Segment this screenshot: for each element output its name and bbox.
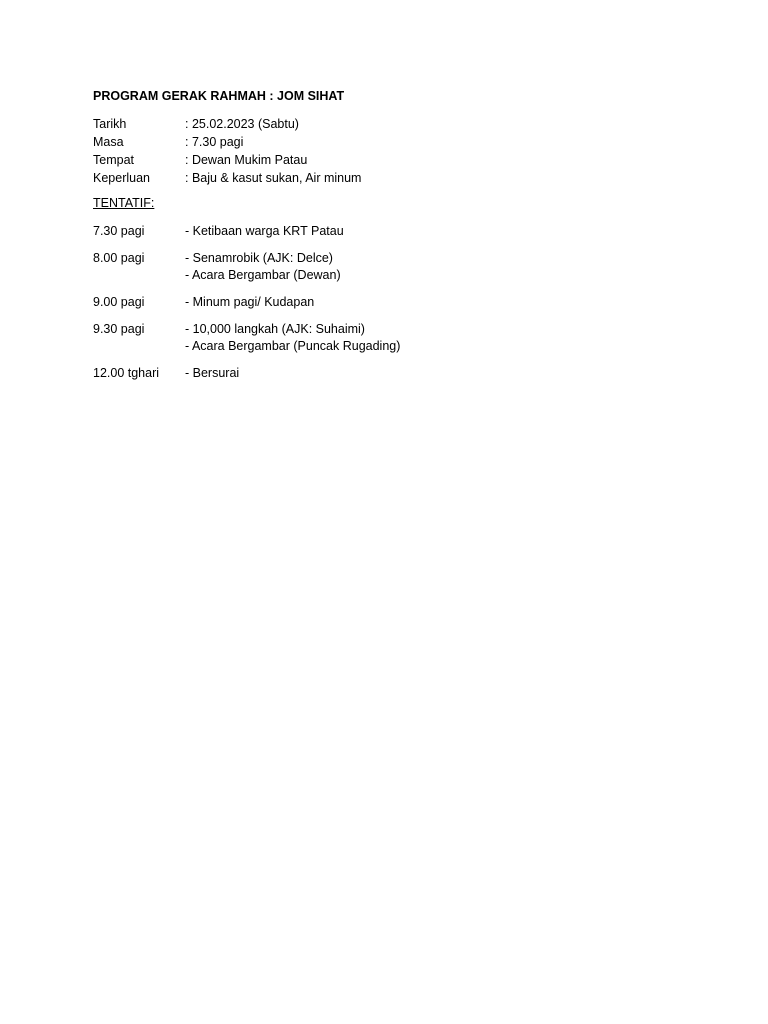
info-value: : 25.02.2023 (Sabtu)	[185, 117, 299, 131]
slot-item: - Minum pagi/ Kudapan	[185, 295, 315, 309]
slot-item: - Bersurai	[185, 366, 240, 380]
slot-time: 7.30 pagi	[93, 224, 145, 238]
slot-item: - Acara Bergambar (Dewan)	[185, 268, 341, 282]
info-value: : Baju & kasut sukan, Air minum	[185, 171, 362, 185]
slot-item: - Acara Bergambar (Puncak Rugading)	[185, 339, 401, 353]
info-row-requirements	[93, 169, 361, 187]
slot-time: 8.00 pagi	[93, 251, 145, 265]
tentatif-heading: TENTATIF:	[93, 196, 155, 210]
slot-item: - Senamrobik (AJK: Delce)	[185, 251, 333, 265]
slot-items	[185, 250, 341, 284]
schedule-slot	[93, 294, 400, 311]
slot-item: - Ketibaan warga KRT Patau	[185, 224, 344, 238]
slot-items	[185, 365, 239, 382]
info-label: Tarikh	[93, 117, 127, 131]
schedule-slot	[93, 223, 400, 240]
info-row-venue	[93, 151, 361, 169]
schedule-slot	[93, 365, 400, 382]
info-row-time	[93, 133, 361, 151]
schedule-slot	[93, 321, 400, 355]
info-label: Masa	[93, 135, 124, 149]
slot-time: 12.00 tghari	[93, 366, 160, 380]
slot-time: 9.00 pagi	[93, 295, 145, 309]
info-row-date	[93, 115, 361, 133]
slot-items	[185, 294, 314, 311]
schedule-slot	[93, 250, 400, 284]
info-label: Tempat	[93, 153, 134, 167]
document-title: PROGRAM GERAK RAHMAH : JOM SIHAT	[93, 89, 345, 103]
info-value: : Dewan Mukim Patau	[185, 153, 308, 167]
slot-item: - 10,000 langkah (AJK: Suhaimi)	[185, 322, 365, 336]
slot-items	[185, 223, 344, 240]
info-label: Keperluan	[93, 171, 150, 185]
event-info	[93, 115, 361, 187]
info-value: : 7.30 pagi	[185, 135, 244, 149]
schedule	[93, 223, 400, 392]
slot-items	[185, 321, 400, 355]
slot-time: 9.30 pagi	[93, 322, 145, 336]
